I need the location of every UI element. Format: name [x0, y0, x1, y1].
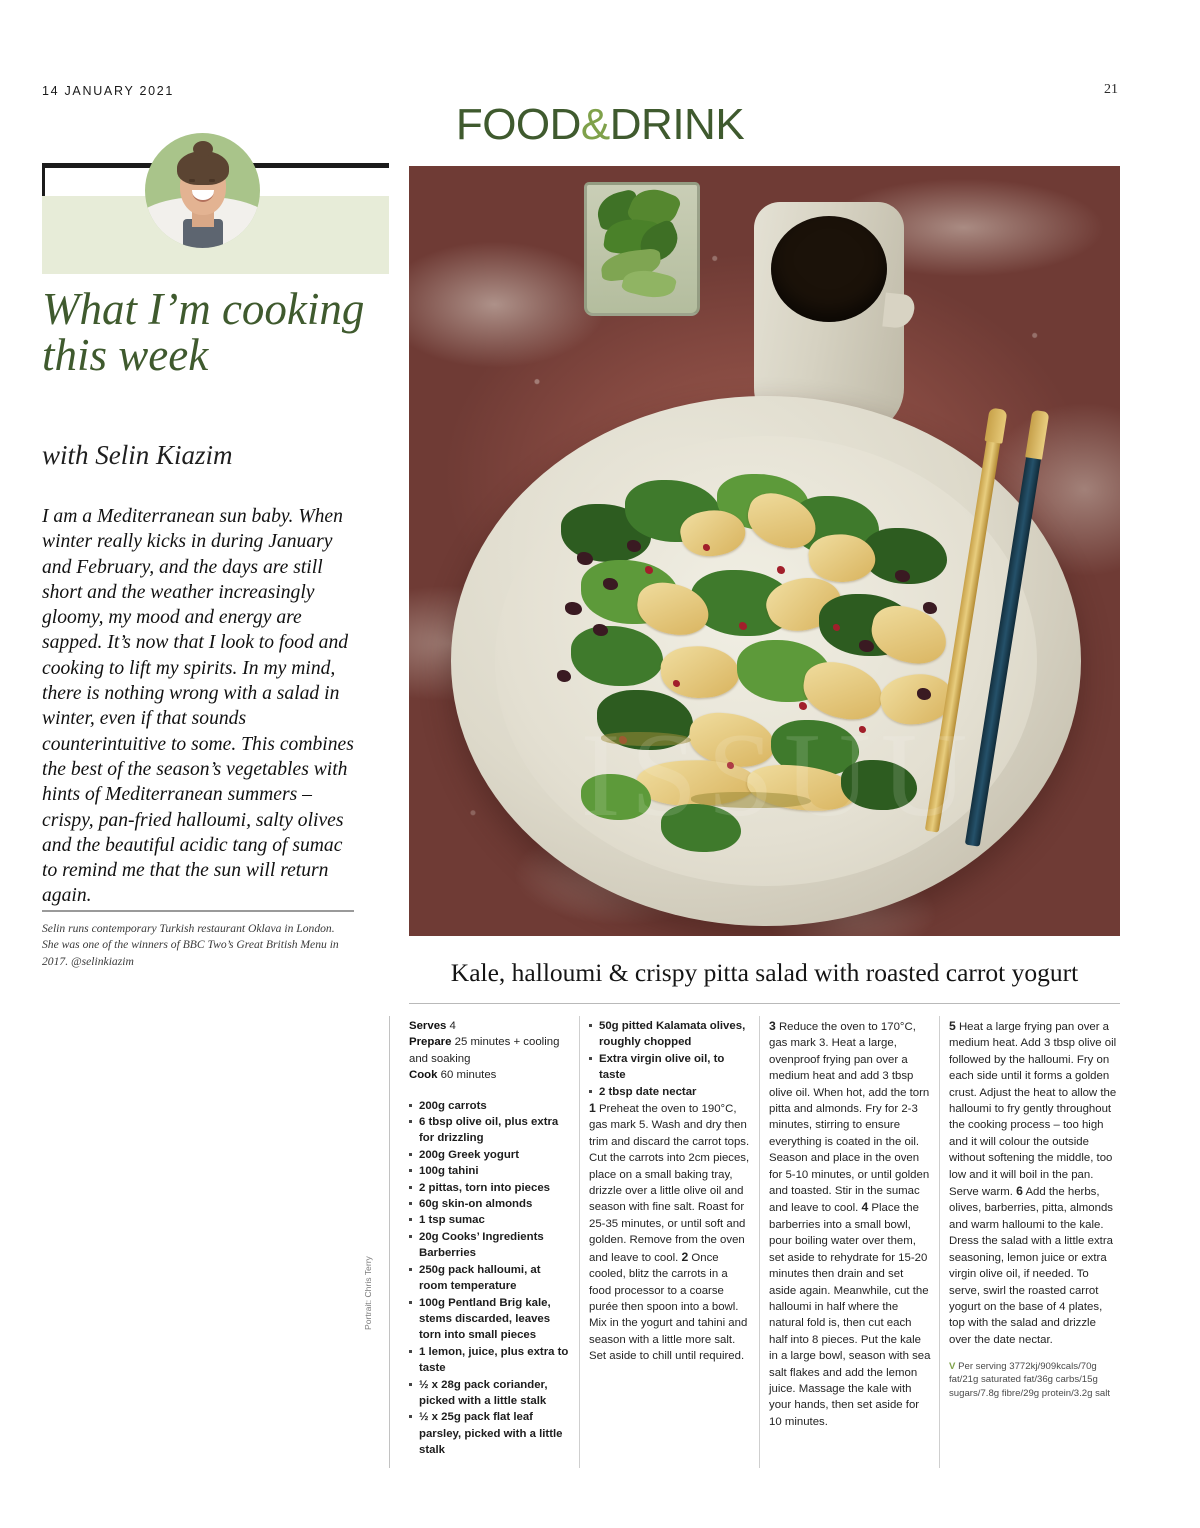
ingredient-list-2: [589, 1018, 752, 1100]
ingredient-item: ½ x 25g pack flat leaf parsley, picked with a little stalk: [409, 1409, 572, 1458]
byline: with Selin Kiazim: [42, 440, 233, 470]
ingredient-item: 50g pitted Kalamata olives, roughly chopped: [589, 1018, 752, 1051]
bio-divider: [42, 910, 354, 912]
step-number: 3: [769, 1019, 776, 1033]
step-number: 4: [861, 1200, 869, 1215]
jug-liquid: [771, 216, 887, 322]
masthead-ampersand: &: [580, 100, 610, 149]
step-number: 2: [681, 1249, 689, 1264]
portrait-eye-right: [209, 179, 215, 182]
ingredient-item: ½ x 28g pack coriander, picked with a little stalk: [409, 1377, 572, 1410]
step-number: 5: [949, 1019, 956, 1033]
cook-label: Cook: [409, 1069, 438, 1082]
column-separator-1: [579, 1016, 580, 1468]
ingredient-item: 60g skin-on almonds: [409, 1196, 572, 1212]
author-bio: Selin runs contemporary Turkish restaurant Oklava in London. She was one of the winners of BBC Two’s Great British Menu in 2017. @selinkiazim: [42, 922, 339, 968]
prepare-value: 25 minutes + cooling and soaking: [409, 1036, 560, 1065]
prepare-label: Prepare: [409, 1036, 452, 1049]
step-number: 6: [1016, 1184, 1023, 1199]
serves-label: Serves: [409, 1020, 447, 1032]
ingredient-item: 100g tahini: [409, 1163, 572, 1179]
column-separator-3: [939, 1016, 940, 1468]
method-step: [769, 1018, 932, 1430]
step-text: Reduce the oven to 170°C, gas mark 3. Heat a large, ovenproof frying pan over a medium heat and add 3 tbsp olive oil. When hot, add the torn pitta and almonds. Fry for 2-3 minutes, stirring to ensure everything is coated in the oil. Season and place in the oven for 5-10 minutes, or until golden and toasted. Stir in the sumac and leave to cool.: [769, 1021, 930, 1215]
ingredient-item: 2 pittas, torn into pieces: [409, 1180, 572, 1196]
step-text: Heat a large frying pan over a medium heat. Add 3 tbsp olive oil followed by the halloumi. Fry on each side until it forms a golden crust. Adjust the heat to allow the halloumi to fry gently throughout the cooking process – too high and it will colour the outside without softening the middle, too low and it will boil in the pan. Serve warm.: [949, 1021, 1117, 1199]
recipe-title: Kale, halloumi & crispy pitta salad with roasted carrot yogurt: [450, 958, 1079, 987]
column-separator-2: [759, 1016, 760, 1468]
issue-date: 14 JANUARY 2021: [42, 84, 175, 98]
recipe-column-2: [589, 1018, 752, 1365]
vegetarian-icon: V: [949, 1361, 956, 1373]
ingredient-item: 6 tbsp olive oil, plus extra for drizzling: [409, 1114, 572, 1147]
portrait-hair-bun: [193, 141, 213, 157]
gutter-rule: [389, 1016, 390, 1468]
step-text: Once cooled, blitz the carrots in a food processor to a coarse purée then spoon into a bowl. Mix in the yogurt and tahini and season with a little more salt. Set aside to chill until required.: [589, 1251, 748, 1363]
step-text: Add the herbs, olives, barberries, pitta, almonds and warm halloumi to the kale. Dress the salad with a little extra seasoning, lemon juice or extra virgin olive oil, if needed. To serve, swirl the roasted carrot yogurt on the base of 4 plates, top with the salad and drizzle over the date nectar.: [949, 1186, 1113, 1346]
ingredient-item: 200g Greek yogurt: [409, 1147, 572, 1163]
herb-glass: [584, 182, 700, 316]
ingredient-item: 250g pack halloumi, at room temperature: [409, 1262, 572, 1295]
page-title: What I’m cooking this week: [42, 284, 365, 380]
ingredient-item: 1 lemon, juice, plus extra to taste: [409, 1344, 572, 1377]
ingredient-item: 1 tsp sumac: [409, 1212, 572, 1228]
cook-value: 60 minutes: [440, 1069, 497, 1082]
step-number: 1: [589, 1101, 596, 1116]
recipe-meta: [409, 1018, 572, 1084]
step-text: Preheat the oven to 190°C, gas mark 5. Wash and dry then trim and discard the carrot tops. Cut the carrots into 2cm pieces, place on a small baking tray, drizzle over a little olive oil and season with fine salt. Roast for 25-35 minutes, or until soft and golden. Remove from the oven and leave to cool.: [589, 1103, 750, 1264]
serves-value: 4: [449, 1020, 456, 1032]
ingredient-item: 20g Cooks’ Ingredients Barberries: [409, 1229, 572, 1262]
photo-credit: Portrait: Chris Terry: [363, 1256, 373, 1330]
method-step: [589, 1100, 752, 1365]
author-portrait: [145, 133, 260, 248]
recipe-divider: [409, 1003, 1120, 1004]
ingredient-item: 2 tbsp date nectar: [589, 1084, 752, 1100]
cutlery: [934, 434, 1084, 894]
recipe-column-4: [949, 1018, 1117, 1409]
masthead-food: FOOD: [455, 100, 581, 149]
method-step: [949, 1018, 1117, 1348]
page-bleed: [0, 0, 1200, 8]
standfirst-text: I am a Mediterranean sun baby. When winter really kicks in during January and February, and the days are still short and the weather increasingly gloomy, my mood and energy are sapped. It’s now that I look to food and cooking to lift my spirits. In my mind, there is nothing wrong with a salad in winter, even if that sounds counterintuitive to some. This combines the best of the season’s vegetables with hints of Mediterranean summers – crispy, pan-fried halloumi, salty olives and the beautiful acidic tang of sumac to remind me that the sun will return again.: [42, 506, 354, 907]
portrait-eye-left: [189, 179, 195, 182]
recipe-column-1: [409, 1018, 572, 1459]
ingredient-item: Extra virgin olive oil, to taste: [589, 1051, 752, 1084]
ingredient-item: 100g Pentland Brig kale, stems discarded, leaves torn into small pieces: [409, 1295, 572, 1344]
nutrition-text: Per serving 3772kj/909kcals/70g fat/21g saturated fat/36g carbs/15g sugars/7.8g fibre/29g protein/3.2g salt: [949, 1361, 1111, 1399]
ingredient-item: 200g carrots: [409, 1098, 572, 1114]
masthead-drink: DRINK: [609, 100, 745, 149]
recipe-photo: [409, 166, 1120, 936]
recipe-column-3: [769, 1018, 932, 1430]
ingredient-list-1: [409, 1098, 572, 1459]
nutrition-info: [949, 1360, 1117, 1400]
step-text: Place the barberries into a small bowl, pour boiling water over them, set aside to rehydrate for 15-20 minutes then drain and set aside again. Meanwhile, cut the halloumi in half where the natural fold is, then cut each half into 8 pieces. Put the kale in a large bowl, season with sea salt flakes and add the lemon juice. Massage the kale with your hands, then set aside for 10 minutes.: [769, 1202, 931, 1428]
page-number: 21: [1104, 82, 1118, 97]
